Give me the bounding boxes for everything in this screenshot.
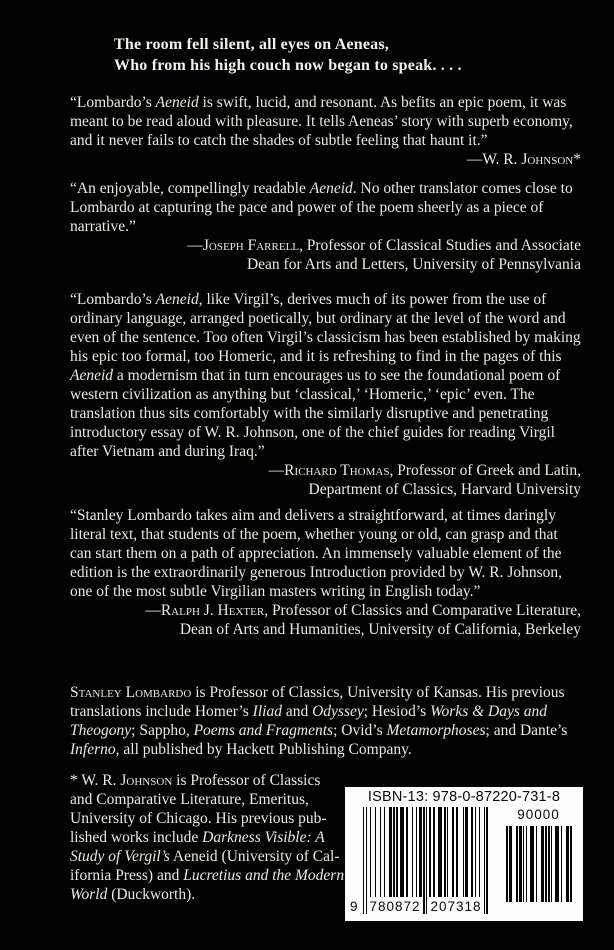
footnote-line: ifornia Press) and Lucretius and the Modern: [70, 867, 345, 884]
isbn-barcode-panel: [345, 787, 583, 921]
quote-attribution: Dean of Arts and Humanities, University of California, Berkeley: [179, 621, 581, 638]
isbn-label: ISBN-13: 978-0-87220-731-8: [367, 789, 561, 805]
epigraph-line: The room fell silent, all eyes on Aeneas,: [114, 36, 389, 53]
footnote-line: Study of Vergil’s Aeneid (University of Cal-: [70, 848, 340, 865]
review-quote-johnson: [70, 93, 581, 169]
quote-attribution: Dean for Arts and Letters, University of Pennsylvania: [246, 256, 581, 273]
ean13-digits: [350, 897, 488, 917]
footnote-line: * W. R. Johnson is Professor of Classics: [70, 772, 321, 789]
quote-body: “Lombardo’s Aeneid, like Virgil’s, derives much of its power from the use of ordinary language, arranged poetically, but ordinary at the level of the word and even of the sentence. Too often Virgil’s classicism has been established by making his epic too formal, too Homeric, and it is refreshing to find in the pages of this Aeneid a modernism that in turn encourages us to see the foundational poem of western civilization as anything but ‘classical,’ ‘Homeric,’ ‘epic’ even. The translation thus sits comfortably with the similarly disruptive and penetrating introductory essay of W. R. Johnson, one of the chief guides for reading Virgil after Vietnam and during Iraq.”: [70, 291, 581, 460]
review-quote-hexter: [70, 506, 581, 639]
quote-body: “An enjoyable, compellingly readable Aeneid. No other translator comes close to Lombardo at capturing the pace and power of the poem sheerly as a piece of narrative.”: [70, 180, 573, 235]
author-bio-text: Stanley Lombardo is Professor of Classics, University of Kansas. His previous translations include Homer’s Iliad and Odyssey; Hesiod’s Works & Days and Theogony; Sappho, Poems and Fragments; Ovid’s Metamorphoses; and Dante’s Inferno, all published by Hackett Publishing Company.: [70, 684, 568, 758]
ean13-barcode: [350, 807, 488, 914]
ean13-digit-group: 207318: [429, 897, 483, 917]
footnote-line: lished works include Darkness Visible: A: [70, 829, 325, 846]
review-quote-thomas: [70, 290, 581, 499]
epigraph: [114, 34, 462, 76]
quote-body: “Lombardo’s Aeneid is swift, lucid, and resonant. As befits an epic poem, it was meant to be read aloud with pleasure. It tells Aeneas’ story with superb economy, and it never fails to catch the shades of subtle feeling that haunt it.”: [70, 94, 573, 149]
footnote-line: and Comparative Literature, Emeritus,: [70, 791, 309, 808]
addon-bars: [505, 826, 572, 902]
review-quote-farrell: [70, 179, 581, 274]
author-bio: [70, 683, 581, 759]
quote-attribution: —Ralph J. Hexter, Professor of Classics and Comparative Literature,: [145, 602, 581, 619]
footnote-line: University of Chicago. His previous pub-: [70, 810, 327, 827]
ean13-digit-group: 9: [350, 899, 358, 914]
barcode-row: [345, 807, 583, 921]
reviewer-footnote: [70, 771, 360, 904]
quote-attribution: —Joseph Farrell, Professor of Classical Studies and Associate: [187, 237, 581, 254]
quote-attribution: Department of Classics, Harvard University: [308, 481, 581, 498]
quote-attribution: —W. R. Johnson*: [466, 151, 581, 168]
addon-label: 90000: [517, 807, 560, 822]
addon-barcode: [505, 807, 572, 902]
quote-attribution: —Richard Thomas, Professor of Greek and Latin,: [268, 462, 581, 479]
ean13-digit-group: 780872: [368, 897, 422, 917]
footnote-line: World (Duckworth).: [70, 886, 196, 903]
epigraph-line: Who from his high couch now began to speak. . . .: [114, 57, 462, 74]
quote-body: “Stanley Lombardo takes aim and delivers a straightforward, at times daringly literal text, that students of the poem, whether young or old, can grasp and that can start them on a path of appreciation. An immensely valuable element of the edition is the extraordinarily generous Introduction provided by W. R. Johnson, one of the most subtle Virgilian masters writing in English today.”: [70, 507, 563, 600]
